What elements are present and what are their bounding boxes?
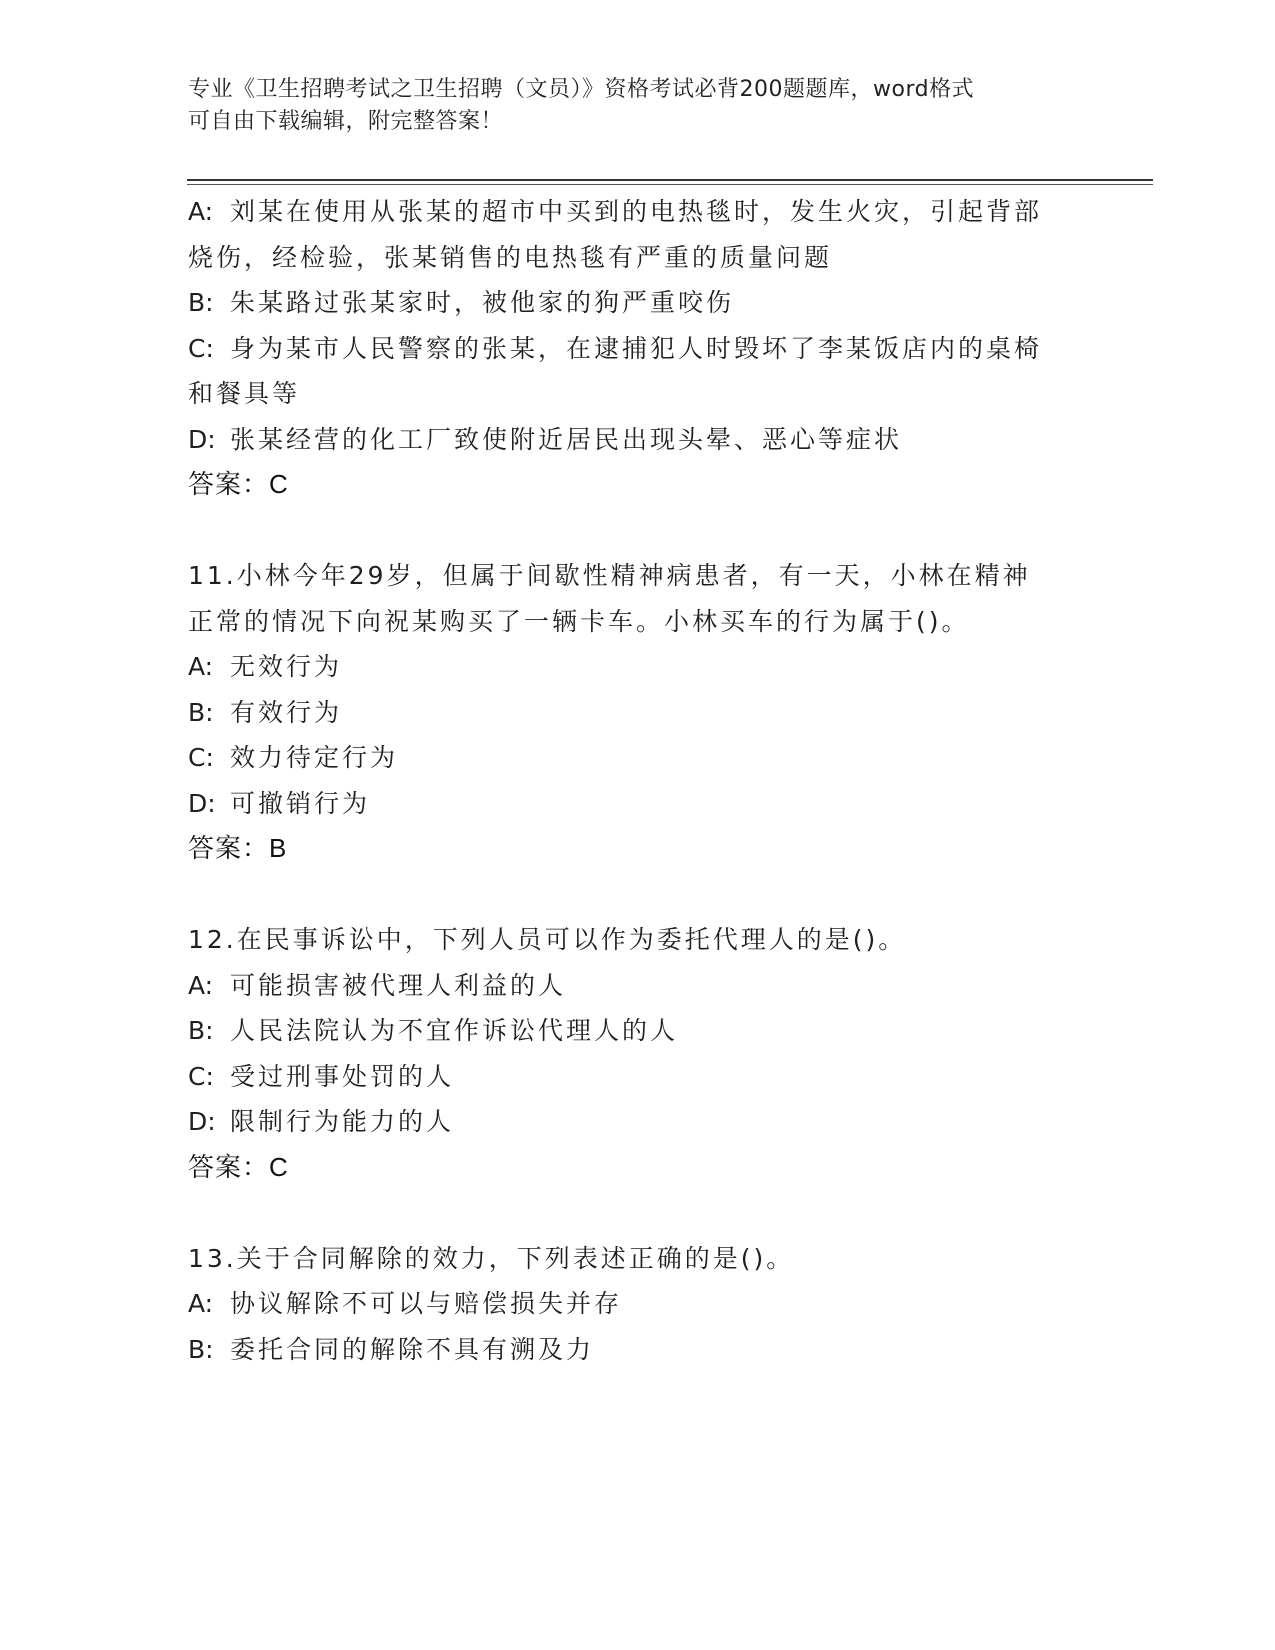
option-b xyxy=(188,280,1088,326)
option-text: 受过刑事处罚的人 xyxy=(230,1061,455,1091)
option-key: B: xyxy=(188,1334,214,1364)
option-key: C: xyxy=(188,1061,214,1091)
option-b xyxy=(188,1008,1088,1054)
answer: 答案：B xyxy=(188,833,288,863)
answer: 答案：C xyxy=(188,469,289,499)
option-key: A: xyxy=(188,1289,214,1318)
spacer xyxy=(188,872,1088,918)
question-12 xyxy=(188,917,1088,1190)
option-key: A: xyxy=(188,970,214,1000)
option-key: A: xyxy=(188,197,214,226)
spacer xyxy=(188,508,1088,554)
option-a xyxy=(188,963,1088,1009)
option-text: 无效行为 xyxy=(230,652,343,681)
question-stem: 11.小林今年29岁，但属于间歇性精神病患者，有一天，小林在精神 xyxy=(188,561,1031,590)
option-text: 刘某在使用从张某的超市中买到的电热毯时，发生火灾，引起背部 xyxy=(230,197,1043,226)
option-text: 协议解除不可以与赔偿损失并存 xyxy=(230,1289,623,1318)
answer: 答案：C xyxy=(188,1151,289,1182)
option-c xyxy=(188,326,1088,372)
option-a xyxy=(188,1281,1088,1327)
option-text: 人民法院认为不宜作诉讼代理人的人 xyxy=(230,1016,679,1045)
option-key: B: xyxy=(188,697,214,727)
option-key: C: xyxy=(188,743,214,772)
header-rule-thin xyxy=(187,184,1153,185)
option-a xyxy=(188,189,1088,235)
option-d xyxy=(188,781,1088,827)
option-text: 限制行为能力的人 xyxy=(230,1107,455,1136)
option-text: 朱某路过张某家时，被他家的狗严重咬伤 xyxy=(230,288,735,317)
document-header xyxy=(188,74,1068,138)
question-stem: 13.关于合同解除的效力，下列表述正确的是()。 xyxy=(188,1243,795,1273)
question-stem-continued: 正常的情况下向祝某购买了一辆卡车。小林买车的行为属于()。 xyxy=(188,606,970,636)
option-text: 可撤销行为 xyxy=(230,788,371,818)
option-c xyxy=(188,735,1088,781)
prev-question xyxy=(188,189,1088,508)
option-key: D: xyxy=(188,424,216,454)
option-text: 效力待定行为 xyxy=(230,743,399,772)
option-text: 可能损害被代理人利益的人 xyxy=(230,970,567,1000)
option-d xyxy=(188,1099,1088,1145)
option-key: D: xyxy=(188,1107,216,1136)
option-c xyxy=(188,1054,1088,1100)
option-key: A: xyxy=(188,652,214,681)
question-13 xyxy=(188,1236,1088,1373)
option-text: 张某经营的化工厂致使附近居民出现头晕、恶心等症状 xyxy=(230,424,903,454)
option-text: 有效行为 xyxy=(230,697,343,727)
header-title-line-2: 可自由下载编辑，附完整答案！ xyxy=(188,109,504,134)
option-key: D: xyxy=(188,788,216,818)
question-stem: 12.在民事诉讼中，下列人员可以作为委托代理人的是()。 xyxy=(188,925,907,954)
question-11 xyxy=(188,553,1088,872)
option-b xyxy=(188,1327,1088,1373)
option-b xyxy=(188,690,1088,736)
document-body xyxy=(188,189,1088,1372)
option-text: 委托合同的解除不具有溯及力 xyxy=(230,1334,595,1364)
option-a xyxy=(188,644,1088,690)
option-d xyxy=(188,417,1088,463)
option-key: C: xyxy=(188,333,214,363)
option-text: 身为某市人民警察的张某，在逮捕犯人时毁坏了李某饭店内的桌椅 xyxy=(230,333,1043,363)
spacer xyxy=(188,1190,1088,1236)
header-title-line-1: 专业《卫生招聘考试之卫生招聘（文员）》资格考试必背200题题库，word格式 xyxy=(188,77,975,102)
option-c-continued: 和餐具等 xyxy=(188,379,301,408)
header-rule-thick xyxy=(187,179,1153,181)
option-key: B: xyxy=(188,1016,214,1045)
option-a-continued: 烧伤，经检验，张某销售的电热毯有严重的质量问题 xyxy=(188,242,833,272)
option-key: B: xyxy=(188,288,214,317)
